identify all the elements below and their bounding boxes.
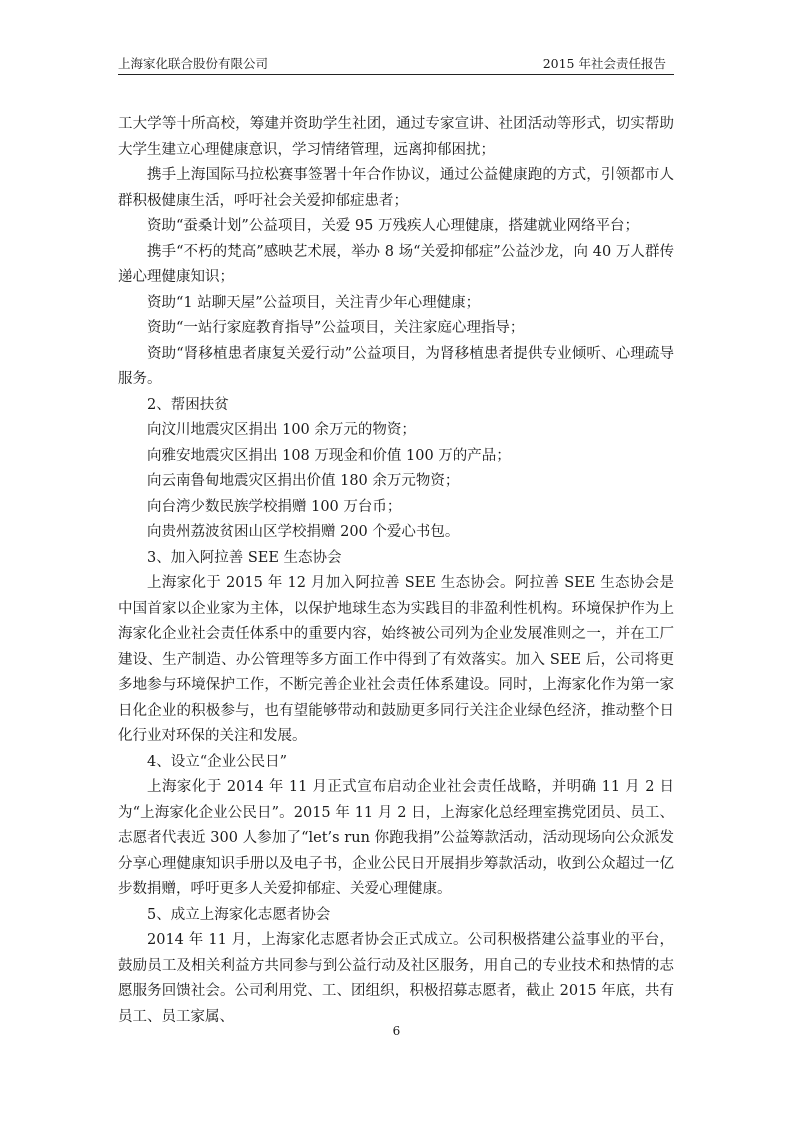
paragraph-14: 上海家化于 2014 年 11 月正式宣布启动企业社会责任战略，并明确 11 月 2 日为“上海家化企业公民日”。2015 年 11 月 2 日，上海家化总经理室携党团员、员工、志愿者代表近 300 人参加了“let’s run 你跑我捐”公益筹款活动，活动现场向公众派发分享心理健康知识手册以及电子书，企业公民日开展捐步筹款活动，收到公众超过一亿步数捐赠，呼吁更多人关爱抑郁症、关爱心理健康。 [118,779,674,897]
section-heading-3: 3、加入阿拉善 SEE 生态协会 [147,549,342,566]
paragraph-10: 向云南鲁甸地震灾区捐出价值 180 余万元物资； [147,473,460,489]
paragraph-13: 上海家化于 2015 年 12 月加入阿拉善 SEE 生态协会。阿拉善 SEE 生态协会是中国首家以企业家为主体，以保护地球生态为实践目的非盈利性机构。环境保护作为上海家化企业社会责任体系中的重要内容，始终被公司列为企业发展准则之一，并在工厂建设、生产制造、办公管理等多方面工作中得到了有效落实。加入 SEE 后，公司将更多地参与环境保护工作，不断完善企业社会责任体系建设。同时，上海家化作为第一家日化企业的积极参与，也有望能够带动和鼓励更多同行关注企业绿色经济，推动整个日化行业对环保的关注和发展。 [118,575,674,744]
paragraph-7: 资助“肾移植患者康复关爱行动”公益项目，为肾移植患者提供专业倾听、心理疏导服务。 [118,345,674,387]
paragraph-15: 2014 年 11 月，上海家化志愿者协会正式成立。公司积极搭建公益事业的平台，鼓励员工及相关利益方共同参与到公益行动及社区服务，用自己的专业技术和热情的志愿服务回馈社会。公司利用党、工、团组织，积极招募志愿者，截止 2015 年底，共有员工、员工家属、 [118,932,674,1025]
paragraph-4: 携手“不朽的梵高”感映艺术展，举办 8 场“关爱抑郁症”公益沙龙，向 40 万人群传递心理健康知识； [118,243,674,285]
paragraph-1: 工大学等十所高校，筹建并资助学生社团，通过专家宣讲、社团活动等形式，切实帮助大学生建立心理健康意识，学习情绪管理，远离抑郁困扰； [118,116,674,158]
paragraph-12: 向贵州荔波贫困山区学校捐赠 200 个爱心书包。 [147,524,460,540]
paragraph-5: 资助“1 站聊天屋”公益项目，关注青少年心理健康； [147,294,481,311]
page-number: 6 [392,1024,401,1038]
body-text [118,112,674,1030]
section-heading-5: 5、成立上海家化志愿者协会 [147,906,331,923]
paragraph-2: 携手上海国际马拉松赛事签署十年合作协议，通过公益健康跑的方式，引领都市人群积极健康生活，呼吁社会关爱抑郁症患者； [118,167,674,209]
section-heading-4: 4、设立“企业公民日” [147,753,288,770]
paragraph-3: 资助“蚕桑计划”公益项目，关爱 95 万残疾人心理健康，搭建就业网络平台； [147,218,639,234]
header-report-title: 2015 年社会责任报告 [542,56,666,71]
page-header [118,54,674,75]
paragraph-6: 资助“一站行家庭教育指导”公益项目，关注家庭心理指导； [147,320,525,336]
page-footer [0,1024,793,1038]
header-company-name: 上海家化联合股份有限公司 [118,56,269,71]
paragraph-9: 向雅安地震灾区捐出 108 万现金和价值 100 万的产品； [147,447,511,464]
paragraph-8: 向汶川地震灾区捐出 100 余万元的物资； [147,422,416,438]
section-heading-2: 2、帮困扶贫 [147,396,229,413]
paragraph-11: 向台湾少数民族学校捐赠 100 万台币； [147,498,402,515]
